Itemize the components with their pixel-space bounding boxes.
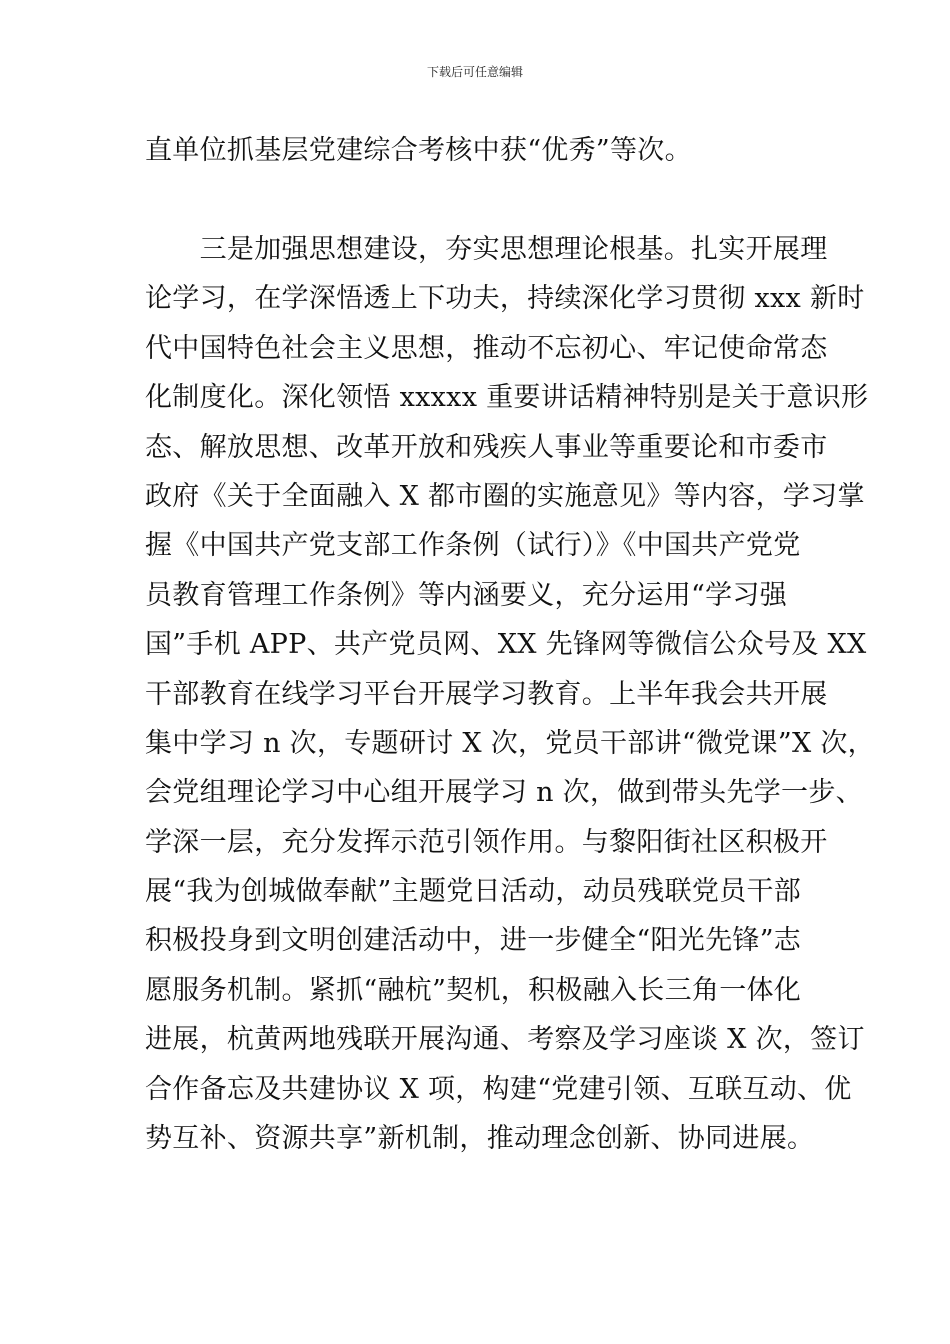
text-line: 握《中国共产党支部工作条例（试行）》《中国共产党党 bbox=[145, 530, 801, 562]
text-line: 化制度化。深化领悟 xxxxx 重要讲话精神特别是关于意识形 bbox=[145, 382, 869, 414]
text-line: 论学习，在学深悟透上下功夫，持续深化学习贯彻 xxx 新时 bbox=[145, 283, 865, 315]
text-line: 愿服务机制。紧抓“融杭”契机，积极融入长三角一体化 bbox=[145, 974, 802, 1006]
text-line: 进展，杭黄两地残联开展沟通、考察及学习座谈 X 次，签订 bbox=[145, 1024, 865, 1056]
text-line: 态、解放思想、改革开放和残疾人事业等重要论和市委市 bbox=[145, 431, 828, 463]
text-line: 会党组理论学习中心组开展学习 n 次，做到带头先学一步、 bbox=[145, 777, 863, 809]
text-line: 干部教育在线学习平台开展学习教育。上半年我会共开展 bbox=[145, 678, 828, 710]
text-line: 势互补、资源共享”新机制，推动理念创新、协同进展。 bbox=[145, 1123, 815, 1155]
paragraph-continuation bbox=[145, 126, 815, 175]
text-line: 政府《关于全面融入 X 都市圈的实施意见》等内容，学习掌 bbox=[145, 480, 865, 512]
text-line: 学深一层，充分发挥示范引领作用。与黎阳街社区积极开 bbox=[145, 826, 828, 858]
text-line: 合作备忘及共建协议 X 项，构建“党建引领、互联互动、优 bbox=[145, 1073, 852, 1105]
text-line: 展“我为创城做奉献”主题党日活动，动员残联党员干部 bbox=[145, 876, 802, 908]
text-line: 国”手机 APP、共产党员网、XX 先锋网等微信公众号及 XX bbox=[145, 629, 867, 661]
text-line: 员教育管理工作条例》等内涵要义，充分运用“学习强 bbox=[145, 579, 788, 611]
text-line: 代中国特色社会主义思想，推动不忘初心、牢记使命常态 bbox=[145, 332, 828, 364]
paragraph-ideological-building bbox=[145, 225, 875, 1163]
text-line: 三是加强思想建设，夯实思想理论根基。扎实开展理 bbox=[145, 234, 828, 265]
text-line: 积极投身到文明创建活动中，进一步健全“阳光先锋”志 bbox=[145, 925, 802, 957]
page-header: 下载后可任意编辑 bbox=[426, 65, 523, 79]
text-line: 集中学习 n 次，专题研讨 X 次，党员干部讲“微党课”X 次， bbox=[145, 727, 875, 759]
text-line: 直单位抓基层党建综合考核中获“优秀”等次。 bbox=[145, 135, 692, 166]
